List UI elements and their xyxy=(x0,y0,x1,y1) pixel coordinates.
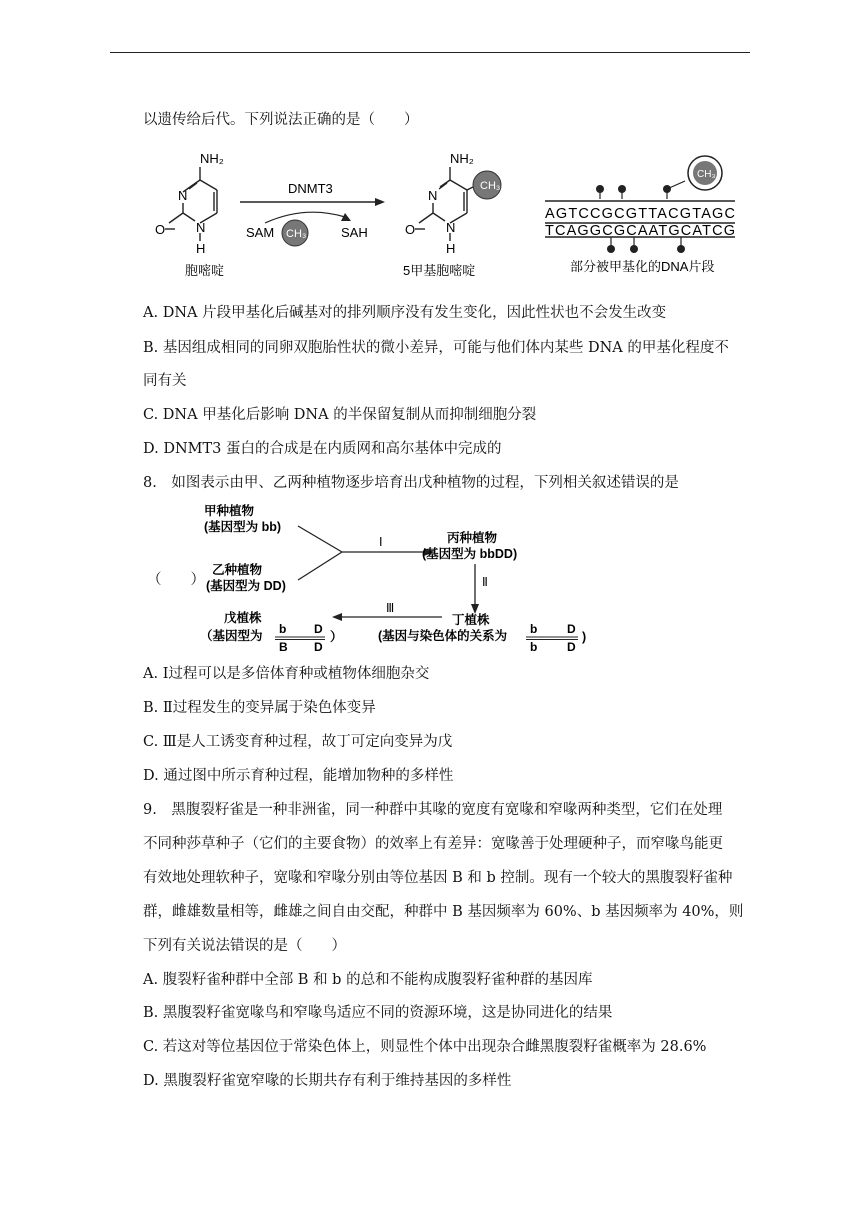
yi-genotype-label: (基因型为 DD) xyxy=(206,579,286,593)
breeding-process-figure xyxy=(190,498,600,653)
q8-option-b: B. Ⅱ过程发生的变异属于染色体变异 xyxy=(143,700,376,716)
cytosine-caption: 胞嘧啶 xyxy=(185,263,225,278)
q8-option-d: D. 通过图中所示育种过程，能增加物种的多样性 xyxy=(143,768,454,784)
step1-label: Ⅰ xyxy=(379,535,383,549)
wu-plant-label: 戊植株 xyxy=(224,611,262,625)
q9-stem-line-1: 9. 黑腹裂籽雀是一种非洲雀，同一种群中其喙的宽度有宽喙和窄喙两种类型，它们在处理 xyxy=(143,802,723,818)
curved-arrow-head xyxy=(341,213,351,221)
n-top-left-label: N xyxy=(178,188,188,203)
q9-option-b: B. 黑腹裂籽雀宽喙鸟和窄喙鸟适应不同的资源环境，这是协同进化的结果 xyxy=(143,1005,613,1021)
h-left-label: H xyxy=(196,241,206,256)
n-bottom-right-label: N xyxy=(446,220,456,235)
wu-frac-bottom-d: D xyxy=(314,640,323,653)
merge-line-bottom xyxy=(298,552,342,580)
ding-frac-top-d: D xyxy=(567,622,576,636)
ding-frac-bottom-d: D xyxy=(567,640,576,653)
ding-frac-top-b: b xyxy=(530,622,538,636)
nh2-left-label: NH₂ xyxy=(200,151,224,166)
o-right-label: O xyxy=(405,222,416,237)
q7-option-d: D. DNMT3 蛋白的合成是在内质网和高尔基体中完成的 xyxy=(143,441,502,457)
step3-arrow-head xyxy=(332,613,342,621)
q8-option-c: C. Ⅲ是人工诱变育种过程，故丁可定向变异为戊 xyxy=(143,734,453,750)
wu-frac-top-b: b xyxy=(279,622,287,636)
jia-plant-label: 甲种植物 xyxy=(204,504,255,518)
ch3-label-2: CH₃ xyxy=(480,180,501,192)
q9-option-a: A. 腹裂籽雀种群中全部 B 和 b 的总和不能构成腹裂籽雀种群的基因库 xyxy=(143,972,593,988)
sah-label: SAH xyxy=(341,225,368,240)
ch3-label-3: CH₃ xyxy=(697,169,716,180)
ch3-label-1: CH₃ xyxy=(286,228,307,240)
ding-plant-label: 丁植株 xyxy=(452,613,490,627)
n-top-right-label: N xyxy=(428,188,438,203)
q9-option-d: D. 黑腹裂籽雀宽窄喙的长期共存有利于维持基因的多样性 xyxy=(143,1073,512,1089)
cytosine-structure xyxy=(165,167,217,241)
q9-stem-line-2: 不同种莎草种子（它们的主要食物）的效率上有差异：宽喙善于处理硬种子，而窄喙鸟能更 xyxy=(143,836,723,852)
ding-genotype-prefix: (基因与染色体的关系为 xyxy=(378,629,508,643)
q8-paren: （ ） xyxy=(147,572,205,588)
step3-label: Ⅲ xyxy=(386,601,395,615)
n-bottom-left-label: N xyxy=(196,220,206,235)
reaction-arrow-head xyxy=(375,198,385,206)
q8-stem: 8. 如图表示由甲、乙两种植物逐步培育出戊种植物的过程，下列相关叙述错误的是 xyxy=(143,475,679,491)
q9-stem-line-5: 下列有关说法错误的是（ ） xyxy=(143,938,346,954)
q9-stem-line-4: 群，雌雄数量相等，雌雄之间自由交配，种群中 B 基因频率为 60%、b 基因频率为 40%，则 xyxy=(143,904,744,920)
header-rule xyxy=(110,52,750,53)
merge-line-top xyxy=(298,526,342,552)
q9-option-c: C. 若这对等位基因位于常染色体上，则显性个体中出现杂合雌黑腹裂籽雀概率为 28.6% xyxy=(143,1039,707,1055)
q8-option-a: A. Ⅰ过程可以是多倍体育种或植物体细胞杂交 xyxy=(143,666,430,682)
q7-option-c: C. DNA 甲基化后影响 DNA 的半保留复制从而抑制细胞分裂 xyxy=(143,407,537,423)
wu-genotype-prefix: （基因型为 xyxy=(200,629,263,643)
q7-option-b: B. 基因组成相同的同卵双胞胎性状的微小差异，可能与他们体内某些 DNA 的甲基化程度不 xyxy=(143,340,729,356)
enzyme-label: DNMT3 xyxy=(288,181,333,196)
wu-frac-top-d: D xyxy=(314,622,323,636)
q7-option-a: A. DNA 片段甲基化后碱基对的排列顺序没有发生变化，因此性状也不会发生改变 xyxy=(143,305,667,321)
bing-genotype-label: (基因型为 bbDD) xyxy=(422,547,518,561)
ding-frac-bottom-b: b xyxy=(530,640,538,653)
dna-top-strand: AGTCCGCGTTACGTAGC xyxy=(545,206,735,222)
dna-bottom-strand: TCAGGCGCAATGCATCG xyxy=(545,223,735,239)
h-right-label: H xyxy=(446,241,456,256)
ding-genotype-suffix: ) xyxy=(582,630,587,644)
step2-label: Ⅱ xyxy=(482,575,488,589)
jia-genotype-label: (基因型为 bb) xyxy=(204,520,282,534)
wu-frac-bottom-b: B xyxy=(279,640,288,653)
methylcytosine-caption: 5甲基胞嘧啶 xyxy=(403,263,476,278)
q7-option-b-cont: 同有关 xyxy=(143,373,187,389)
question-intro: 以遗传给后代。下列说法正确的是（ ） xyxy=(143,112,419,128)
q9-stem-line-3: 有效地处理软种子，宽喙和窄喙分别由等位基因 B 和 b 控制。现有一个较大的黑腹裂籽雀种 xyxy=(143,870,733,886)
dna-segment-caption: 部分被甲基化的DNA片段 xyxy=(570,259,715,274)
sam-label: SAM xyxy=(246,225,275,240)
o-left-label: O xyxy=(155,222,166,237)
nh2-right-label: NH₂ xyxy=(450,151,474,166)
yi-plant-label: 乙种植物 xyxy=(212,563,263,577)
wu-genotype-suffix: ） xyxy=(330,630,343,644)
methylcytosine-structure xyxy=(415,167,501,241)
curved-arrow xyxy=(265,212,345,223)
dna-methylation-figure xyxy=(145,145,765,285)
bing-plant-label: 丙种植物 xyxy=(447,531,498,545)
